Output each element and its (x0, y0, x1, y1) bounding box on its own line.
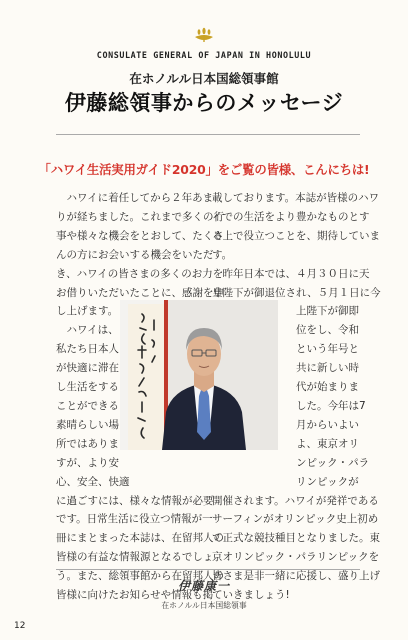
body-line: ンピック・パラ (296, 456, 370, 469)
body-line: 昨年日本では、４月３０日に天 (212, 267, 370, 280)
body-line: ハワイに着任してから２年あま (56, 192, 214, 204)
consulate-name-en: CONSULATE GENERAL OF JAPAN IN HONOLULU (96, 50, 312, 60)
body-line: イでの生活をより豊かなものとす (212, 210, 370, 223)
body-line: す。 (212, 248, 233, 261)
body-line: 私たち日本人 (56, 343, 119, 356)
body-line: んの方にお会いする機会をいただ (56, 248, 214, 261)
body-line: 所ではありま (56, 437, 119, 450)
body-line: ていきましょう! (212, 589, 290, 602)
signature-title: 在ホノルル日本国総領事 (161, 601, 247, 610)
body-line: すが、より安 (56, 456, 119, 469)
signature: 伊藤康一 (177, 579, 230, 593)
body-line: 皆様の有益な情報源となるでしょ (56, 551, 214, 564)
paulownia-crest-icon (193, 27, 215, 43)
body-line: 共に新しい時 (296, 362, 359, 375)
body-line: 皆様に向けたお知らせや情報も掲 (56, 589, 214, 602)
body-line: し生活をする (56, 381, 119, 394)
body-line: き、ハワイの皆さまの多くのお力を (56, 267, 224, 280)
signature-divider (56, 569, 360, 570)
body-line: る上で役立つことを、期待していま (212, 229, 380, 242)
body-line: 上陛下が御即 (296, 305, 359, 318)
body-line: です。日常生活に役立つ情報が一 (56, 513, 213, 526)
body-line: 冊にまとまった本誌は、在留邦人の (56, 532, 224, 545)
page-title: 伊藤総領事からのメッセージ (64, 91, 344, 115)
body-line: ハワイは、 (56, 324, 119, 337)
body-line: りが経ちました。これまで多くの行 (56, 210, 224, 223)
body-line: リンピックが (296, 475, 359, 488)
body-line: よ、東京オリ (296, 437, 359, 450)
body-line: 事や様々な機会をとおして、たくさ (56, 229, 224, 242)
body-line: 月からいよい (296, 418, 359, 431)
body-line: し上げます。 (56, 305, 119, 318)
body-line: 皆さま是非一緒に応援し、盛り上げ (212, 570, 380, 583)
body-line: 素晴らしい場 (56, 418, 119, 431)
page-number: 12 (14, 621, 26, 631)
body-line: 心、安全、快適 (56, 475, 130, 488)
body-line: という年号と (296, 343, 359, 356)
body-line: に過ごすには、様々な情報が必要 (56, 494, 214, 507)
greeting-heading: 「ハワイ生活実用ガイド2020」をご覧の皆様、こんにちは! (38, 162, 370, 177)
consulate-name-jp: 在ホノルル日本国総領事館 (129, 71, 279, 86)
body-line: て正式な競技種目となりました。東 (212, 532, 380, 545)
body-line: ことができる (56, 399, 119, 412)
consul-general-portrait (120, 300, 278, 450)
body-line: サーフィンがオリンピック史上初め (212, 513, 379, 526)
body-line: 京オリンピック・パラリンピックを (212, 551, 380, 564)
body-line: が快適に滞在 (56, 362, 119, 375)
header-divider (56, 134, 360, 135)
body-line: 開催されます。ハワイが発祥である (212, 494, 379, 507)
body-line: う。また、総領事館から在留邦人の (56, 570, 224, 583)
body-line: 位をし、令和 (296, 324, 359, 337)
body-line: 代が始まりま (296, 381, 359, 394)
body-line: 載しております。本誌が皆様のハワ (212, 192, 380, 204)
body-line: した。今年は7 (296, 399, 366, 412)
body-line: お借りいただいたことに、感謝を申 (56, 286, 224, 299)
body-line: 皇陛下が御退位され、５月１日に今 (212, 286, 381, 299)
